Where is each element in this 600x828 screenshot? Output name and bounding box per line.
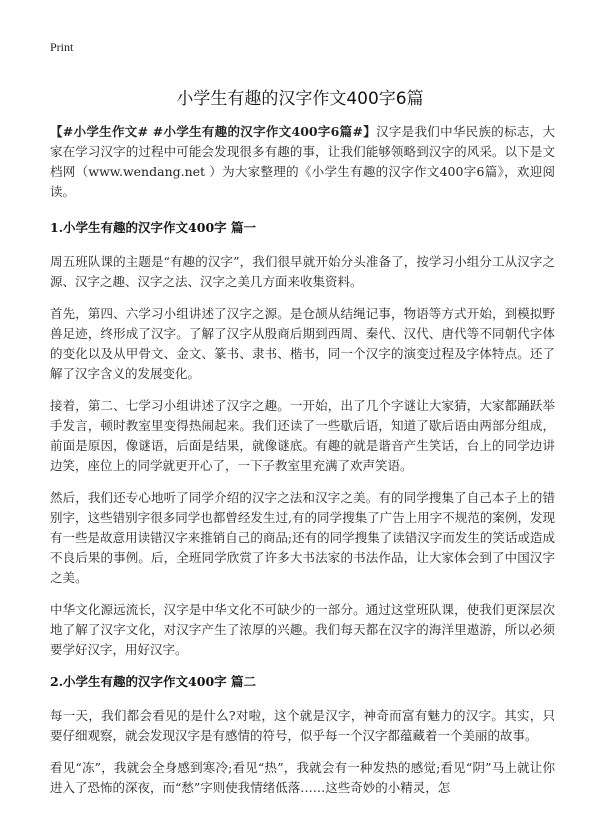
section-1-paragraph: 然后，我们还专心地听了同学介绍的汉字之法和汉字之美。有的同学搜集了自己本子上的错别字，这些错别字很多同学也都曾经发生过,有的同学搜集了广告上用字不规范的案例，发现有一些是故意用读错汉字来推销自己的商品;还有的同学搜集了读错汉字而发生的笑话或造成不良后果的事例。后，全班同学欣赏了许多大书法家的书法作品，让大家体会到了中国汉字之美。 xyxy=(50,490,555,585)
intro-paragraph xyxy=(50,122,555,202)
section-1-paragraph: 接着，第二、七学习小组讲述了汉字之趣。一开始，出了几个字谜让大家猜，大家都踊跃举手发言，顿时教室里变得热闹起来。我们还读了一些歇后语，知道了歇后语由两部分组成，前面是原因，像谜语，后面是结果，就像谜底。有趣的就是谐音产生笑话，台上的同学边讲边笑，座位上的同学就更开心了，一下子教室里充满了欢声笑语。 xyxy=(50,398,555,473)
intro-text: 汉字是我们中华民族的标志，大家在学习汉字的过程中可能会发现很多有趣的事，让我们能够领略到汉字的风采。以下是文档网（www.wendang.net ）为大家整理的《小学生有趣的汉字作文400字6篇》，欢迎阅读。 xyxy=(50,124,555,199)
print-link[interactable]: Print xyxy=(50,40,74,54)
intro-tag: 【#小学生作文# #小学生有趣的汉字作文400字6篇#】 xyxy=(50,124,377,139)
section-1-paragraph: 周五班队课的主题是“有趣的汉字”，我们很早就开始分头准备了，按学习小组分工从汉字之源、汉字之趣、汉字之法、汉字之美几方面来收集资料。 xyxy=(50,254,555,289)
section-heading-2: 2.小学生有趣的汉字作文400字 篇二 xyxy=(50,674,256,689)
page-title: 小学生有趣的汉字作文400字6篇 xyxy=(176,89,424,109)
section-1-paragraph: 中华文化源远流长，汉字是中华文化不可缺少的一部分。通过这堂班队课，使我们更深层次地了解了汉字文化，对汉字产生了浓厚的兴趣。我们每天都在汉字的海洋里遨游，所以必须要学好汉字，用好汉字。 xyxy=(50,602,555,657)
section-1-paragraph: 首先，第四、六学习小组讲述了汉字之源。是仓颉从结绳记事，物语等方式开始，到模拟野兽足迹，终形成了汉字。了解了汉字从殷商后期到西周、秦代、汉代、唐代等不同朝代字体的变化以及从甲骨文、金文、篆书、隶书、楷书，同一个汉字的演变过程及字体特点。还了解了汉字含义的发展变化。 xyxy=(50,306,555,381)
article-body xyxy=(50,122,555,810)
section-2-paragraph: 每一天，我们都会看见的是什么?对啦，这个就是汉字，神奇而富有魅力的汉字。其实，只要仔细观察，就会发现汉字是有感情的符号，似乎每一个汉字都蕴藏着一个美丽的故事。 xyxy=(50,708,555,743)
section-heading-1: 1.小学生有趣的汉字作文400字 篇一 xyxy=(50,220,256,235)
section-2-paragraph: 看见“冻”，我就会全身感到寒冷;看见“热”，我就会有一种发热的感觉;看见“阴”马上就让你进入了恐怖的深夜，而“愁”字则使我情绪低落……这些奇妙的小精灵，怎 xyxy=(50,760,555,795)
